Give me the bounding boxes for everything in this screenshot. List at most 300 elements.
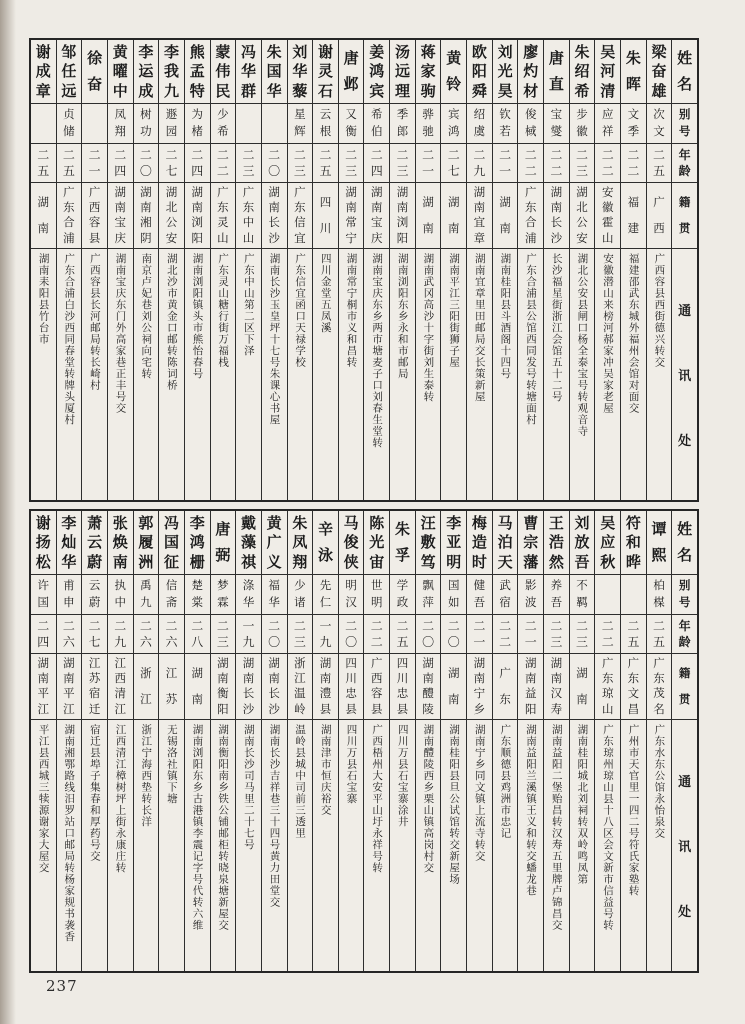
alias-cell-text: 遯 园 (165, 107, 178, 139)
name-cell-text: 冯 国 征 (164, 513, 180, 571)
tables-area (29, 38, 699, 980)
name-cell-text: 陈 光 宙 (369, 513, 385, 571)
address-text: 湖南宝庆东门外高家巷正丰号交 (114, 253, 127, 414)
age-cell (339, 615, 364, 654)
origin-cell-text: 湖 南 宁 乡 (473, 655, 486, 716)
name-cell-text: 马 泊 天 (497, 513, 513, 571)
age-cell (441, 615, 466, 654)
age-cell-text: 二 〇 (139, 147, 152, 179)
entry-column (594, 40, 620, 500)
header-column (671, 511, 697, 971)
origin-cell (313, 183, 338, 249)
origin-cell (544, 183, 569, 249)
alias-cell (288, 575, 313, 615)
address-text: 湖南浏阳东乡古港镇李震记字号代转六维 (191, 724, 204, 931)
entry-column (569, 511, 595, 971)
name-cell (211, 511, 236, 575)
origin-cell (441, 654, 466, 720)
age-cell-text: 二 三 (576, 618, 589, 650)
origin-cell-text: 广 东 中 山 (242, 184, 255, 245)
origin-cell-text: 湖 北 公 安 (165, 184, 178, 245)
address-text: 广东信宜函口天禄学校 (294, 253, 307, 368)
origin-cell-text: 湖 南 (422, 195, 434, 235)
address-cell (288, 249, 313, 500)
age-cell (57, 615, 82, 654)
name-cell (570, 511, 595, 575)
address-cell (493, 249, 518, 500)
origin-cell (185, 654, 210, 720)
entry-column (543, 40, 569, 500)
entry-column (389, 40, 415, 500)
origin-cell-text: 广 西 容 县 (371, 655, 383, 716)
age-cell-text: 二 三 (576, 147, 589, 179)
entry-column (517, 511, 543, 971)
name-cell-text: 李 我 九 (164, 42, 180, 100)
address-text: 湖南长沙吉祥巷三十四号黄力田堂交 (268, 724, 281, 908)
age-cell-text: 二 六 (139, 618, 152, 650)
age-cell (159, 615, 184, 654)
alias-cell-text: 贞 储 (63, 107, 75, 139)
age-cell (441, 144, 466, 183)
alias-cell (595, 104, 620, 144)
origin-cell (647, 654, 672, 720)
entry-column (415, 40, 441, 500)
column-header-age (672, 144, 697, 183)
age-cell-text: 二 三 (216, 618, 229, 650)
alias-cell (647, 104, 672, 144)
alias-cell (416, 104, 441, 144)
alias-cell-text: 为 楮 (191, 107, 203, 139)
origin-cell-text: 浙 江 温 岭 (294, 655, 306, 716)
address-cell (570, 249, 595, 500)
address-cell (288, 720, 313, 971)
address-cell (236, 249, 261, 500)
age-cell-text: 二 一 (88, 147, 101, 179)
address-cell (262, 720, 287, 971)
age-cell (211, 144, 236, 183)
age-cell-text: 二 二 (601, 618, 614, 650)
name-cell-text: 李 灿 华 (61, 513, 77, 571)
name-cell (108, 40, 133, 104)
age-cell (364, 615, 389, 654)
name-cell (467, 40, 492, 104)
alias-cell (544, 104, 569, 144)
entry-column (133, 511, 159, 971)
name-cell-text: 吴 应 秋 (600, 513, 616, 571)
name-cell-text: 朱 绍 希 (574, 42, 590, 100)
address-cell (595, 720, 620, 971)
entry-column (415, 511, 441, 971)
alias-cell-text: 钦 若 (499, 107, 511, 139)
address-cell (339, 720, 364, 971)
origin-cell (595, 654, 620, 720)
alias-cell-text: 凤 翔 (114, 107, 126, 139)
origin-cell (262, 183, 287, 249)
age-cell (647, 144, 672, 183)
address-cell (236, 720, 261, 971)
origin-cell (262, 654, 287, 720)
origin-cell (185, 183, 210, 249)
origin-cell (134, 183, 159, 249)
origin-cell-text: 湖 南 (576, 666, 588, 706)
entry-column (133, 40, 159, 500)
origin-cell-text: 湖 南 (191, 666, 203, 706)
age-cell (262, 144, 287, 183)
alias-cell (82, 104, 107, 144)
address-cell (595, 249, 620, 500)
name-cell (544, 511, 569, 575)
address-text: 江西清江樟树坪上街永康庄转 (114, 724, 127, 874)
alias-cell (339, 104, 364, 144)
header-column (671, 40, 697, 500)
address-cell (159, 249, 184, 500)
address-text: 湖南桂阳县斗酒阁十四号 (499, 253, 512, 380)
origin-cell (82, 654, 107, 720)
age-cell (518, 144, 543, 183)
name-cell (108, 511, 133, 575)
name-cell-text: 李 鸿 栅 (189, 513, 205, 571)
address-cell (621, 249, 646, 500)
age-cell (236, 144, 261, 183)
entry-column (466, 40, 492, 500)
address-cell (467, 249, 492, 500)
age-cell (134, 615, 159, 654)
name-cell (313, 40, 338, 104)
name-cell-text: 唐 直 (548, 49, 564, 93)
column-header-alias (672, 104, 697, 144)
age-cell-text: 二 六 (165, 618, 178, 650)
name-cell-text: 汤 远 理 (394, 42, 410, 100)
age-cell (339, 144, 364, 183)
alias-cell-text: 应 祥 (601, 107, 614, 139)
name-cell (57, 511, 82, 575)
alias-cell-text (621, 575, 646, 614)
age-cell (288, 615, 313, 654)
address-cell (467, 720, 492, 971)
address-cell (416, 249, 441, 500)
age-cell-text: 二 二 (370, 618, 383, 650)
origin-cell-text: 湖 南 平 江 (63, 655, 75, 716)
alias-cell-text: 许 国 (37, 578, 50, 610)
alias-cell-text (31, 104, 56, 143)
alias-cell (441, 575, 466, 615)
entry-column (338, 40, 364, 500)
name-cell (364, 40, 389, 104)
address-text: 湖南宜章里田邮局交长策新屋 (473, 253, 486, 403)
age-cell-text: 二 五 (653, 618, 666, 650)
address-text: 湖北公安县闸口杨全泰宝号转观音寺 (576, 253, 589, 437)
age-cell (262, 615, 287, 654)
origin-cell (31, 183, 56, 249)
address-cell (134, 720, 159, 971)
name-cell-text: 梅 造 时 (471, 513, 487, 571)
entry-column (363, 511, 389, 971)
name-cell (313, 511, 338, 575)
entry-column (81, 40, 107, 500)
address-text: 广西容县西街德兴转交 (653, 253, 666, 368)
name-cell-text: 朱 凤 翔 (292, 513, 308, 571)
name-cell-text: 蒋 家 驹 (420, 42, 436, 100)
address-cell (108, 249, 133, 500)
origin-cell (288, 183, 313, 249)
name-cell (185, 40, 210, 104)
alias-cell (57, 104, 82, 144)
alias-cell-text: 世 明 (371, 578, 383, 610)
origin-cell (313, 654, 338, 720)
age-cell (570, 144, 595, 183)
age-cell-text: 二 〇 (422, 618, 435, 650)
entry-column (184, 511, 210, 971)
age-cell (544, 615, 569, 654)
name-cell (262, 511, 287, 575)
origin-cell (518, 654, 543, 720)
entry-column (620, 511, 646, 971)
age-cell-text: 二 三 (242, 147, 255, 179)
alias-cell (493, 575, 518, 615)
age-cell (82, 144, 107, 183)
name-cell (364, 511, 389, 575)
address-text: 广东琼州琼山县十八区会文新市信益号转 (602, 724, 614, 931)
entry-column (543, 511, 569, 971)
origin-cell (339, 183, 364, 249)
name-cell (82, 511, 107, 575)
entry-column (107, 40, 133, 500)
name-cell (57, 40, 82, 104)
name-cell-text: 刘 光 昊 (497, 42, 513, 100)
name-cell-text: 谭 熙 (651, 520, 667, 564)
origin-cell (364, 654, 389, 720)
alias-cell-text: 少 诸 (294, 578, 306, 610)
name-cell (31, 40, 56, 104)
age-cell-text: 二 五 (396, 618, 409, 650)
age-cell (108, 615, 133, 654)
column-header-age-text: 年 龄 (678, 147, 691, 179)
origin-cell (493, 183, 518, 249)
origin-cell-text: 湖 南 宜 章 (473, 184, 486, 245)
name-cell (467, 511, 492, 575)
alias-cell-text (236, 104, 261, 143)
alias-cell-text: 涤 华 (242, 578, 255, 610)
age-cell-text: 二 五 (653, 147, 666, 179)
origin-cell (159, 183, 184, 249)
origin-cell-text: 湖 南 宝 庆 (371, 184, 383, 245)
age-cell (313, 615, 338, 654)
address-cell (570, 720, 595, 971)
address-text: 湖南宝庆东乡两市塘麦子口刘春生堂转 (371, 253, 384, 449)
name-cell (134, 511, 159, 575)
address-cell (493, 720, 518, 971)
name-cell-text: 谢 成 章 (35, 42, 51, 100)
age-cell-text: 二 一 (422, 147, 435, 179)
origin-cell-text: 江 苏 (165, 666, 178, 706)
entry-column (184, 40, 210, 500)
name-cell-text: 姜 鸿 宾 (369, 42, 385, 100)
origin-cell-text: 广 西 (653, 195, 665, 235)
origin-cell (236, 183, 261, 249)
name-cell-text: 郭 履 洲 (138, 513, 154, 571)
address-text: 湖北沙市黄金口邮转陈词桥 (165, 253, 178, 391)
address-cell (416, 720, 441, 971)
name-cell-text: 蒙 伟 民 (215, 42, 231, 100)
age-cell (647, 615, 672, 654)
name-cell-text: 吴 河 清 (600, 42, 616, 100)
entry-column (287, 511, 313, 971)
age-cell (390, 615, 415, 654)
alias-cell (390, 104, 415, 144)
alias-cell-text (262, 104, 287, 143)
address-cell (185, 720, 210, 971)
age-cell (493, 615, 518, 654)
age-cell-text: 二 七 (88, 618, 101, 650)
origin-cell (416, 183, 441, 249)
age-cell (621, 144, 646, 183)
name-cell (339, 511, 364, 575)
alias-cell-text: 福 华 (268, 578, 280, 610)
origin-cell-text: 广 东 文 昌 (627, 655, 640, 716)
age-cell (518, 615, 543, 654)
name-cell (31, 511, 56, 575)
age-cell (31, 144, 56, 183)
address-cell (57, 720, 82, 971)
column-header-alias-text: 别 号 (678, 107, 691, 139)
entry-column (492, 511, 518, 971)
name-cell-text: 朱 国 华 (266, 42, 282, 100)
address-cell (211, 720, 236, 971)
address-cell (647, 720, 672, 971)
age-cell (82, 615, 107, 654)
address-text: 湖南衡阳南乡铁公铺邮柜转晓泉塘新屋交 (217, 724, 230, 931)
origin-cell-text: 广 东 信 宜 (294, 184, 306, 245)
age-cell (390, 144, 415, 183)
alias-cell (313, 575, 338, 615)
alias-cell-text (82, 104, 107, 143)
name-cell-text: 汪 敷 笃 (420, 513, 436, 571)
name-cell (159, 511, 184, 575)
name-cell-text: 萧 云 蔚 (87, 513, 103, 571)
origin-cell (416, 654, 441, 720)
alias-cell-text: 禹 九 (140, 578, 152, 610)
alias-cell-text: 步 徽 (576, 107, 588, 139)
origin-cell (493, 654, 518, 720)
column-header-address-text: 通 讯 处 (678, 304, 692, 449)
age-cell-text: 二 一 (524, 618, 537, 650)
alias-cell (262, 104, 287, 144)
entry-column (56, 511, 82, 971)
alias-cell (159, 575, 184, 615)
alias-cell (159, 104, 184, 144)
age-cell (467, 144, 492, 183)
address-text: 广东水东公馆永怡泉交 (653, 724, 666, 839)
age-cell-text: 二 二 (601, 147, 614, 179)
age-cell (236, 615, 261, 654)
column-header-name (672, 511, 697, 575)
address-text: 湖南益阳兰溪镇王义和转交蟠龙巷 (525, 724, 538, 897)
alias-cell (211, 575, 236, 615)
alias-cell (518, 575, 543, 615)
age-cell (364, 144, 389, 183)
alias-cell (134, 575, 159, 615)
alias-cell-text: 文 季 (627, 107, 640, 139)
name-cell-text: 唐 邺 (343, 49, 359, 93)
origin-cell (621, 654, 646, 720)
address-cell (364, 249, 389, 500)
address-cell (339, 249, 364, 500)
address-text: 湖南浏阳东乡永和市邮局 (396, 253, 409, 380)
age-cell-text: 二 二 (550, 147, 563, 179)
address-text: 湖南长沙司马里二十七号 (242, 724, 255, 851)
age-cell-text: 二 三 (345, 147, 358, 179)
age-cell-text: 二 〇 (268, 147, 281, 179)
origin-cell-text: 湖 南 醴 陵 (422, 655, 434, 716)
age-cell-text: 二 四 (370, 147, 383, 179)
name-cell-text: 朱 孚 (394, 520, 410, 564)
name-cell (493, 511, 518, 575)
age-cell (159, 144, 184, 183)
page-number: 237 (46, 977, 78, 995)
name-cell (416, 511, 441, 575)
address-cell (441, 249, 466, 500)
entry-column (363, 40, 389, 500)
name-cell-text: 唐 弼 (215, 520, 231, 564)
origin-cell-text: 湖 南 常 宁 (345, 184, 357, 245)
entry-column (31, 40, 56, 500)
origin-cell-text: 广 东 琼 山 (601, 655, 614, 716)
alias-cell (82, 575, 107, 615)
age-cell (313, 144, 338, 183)
address-cell (82, 249, 107, 500)
origin-cell-text: 湖 南 湘 阴 (140, 184, 152, 245)
origin-cell-text: 四 川 忠 县 (345, 655, 357, 716)
address-text: 湖南宁乡同文镇上流寺转交 (473, 724, 486, 862)
column-header-name (672, 40, 697, 104)
address-cell (185, 249, 210, 500)
name-cell (159, 40, 184, 104)
entry-column (158, 40, 184, 500)
age-cell-text: 二 五 (627, 618, 640, 650)
origin-cell (211, 183, 236, 249)
name-cell (236, 40, 261, 104)
age-cell-text: 二 三 (550, 618, 563, 650)
address-cell (364, 720, 389, 971)
entry-column (261, 511, 287, 971)
age-cell (288, 144, 313, 183)
name-cell (288, 511, 313, 575)
entry-column (389, 511, 415, 971)
address-cell (82, 720, 107, 971)
address-text: 四川万县石宝寨涂井 (396, 724, 409, 828)
alias-cell-text: 云 根 (319, 107, 332, 139)
alias-cell-text: 绍 虞 (473, 107, 486, 139)
alias-cell (416, 575, 441, 615)
address-cell (441, 720, 466, 971)
name-cell (441, 511, 466, 575)
age-cell (31, 615, 56, 654)
origin-cell-text: 广 东 茂 名 (653, 655, 665, 716)
age-cell (493, 144, 518, 183)
address-text: 四川万县石宝寨 (345, 724, 358, 805)
alias-cell (364, 575, 389, 615)
age-cell-text: 二 一 (473, 618, 486, 650)
alias-cell (31, 104, 56, 144)
entry-column (158, 511, 184, 971)
age-cell-text: 二 〇 (268, 618, 281, 650)
alias-cell-text: 健 吾 (473, 578, 486, 610)
alias-cell-text: 明 汉 (345, 578, 357, 610)
name-cell (416, 40, 441, 104)
origin-cell-text: 湖 南 衡 阳 (217, 655, 229, 716)
alias-cell-text: 执 中 (114, 578, 126, 610)
roster-table-bottom (29, 509, 699, 973)
